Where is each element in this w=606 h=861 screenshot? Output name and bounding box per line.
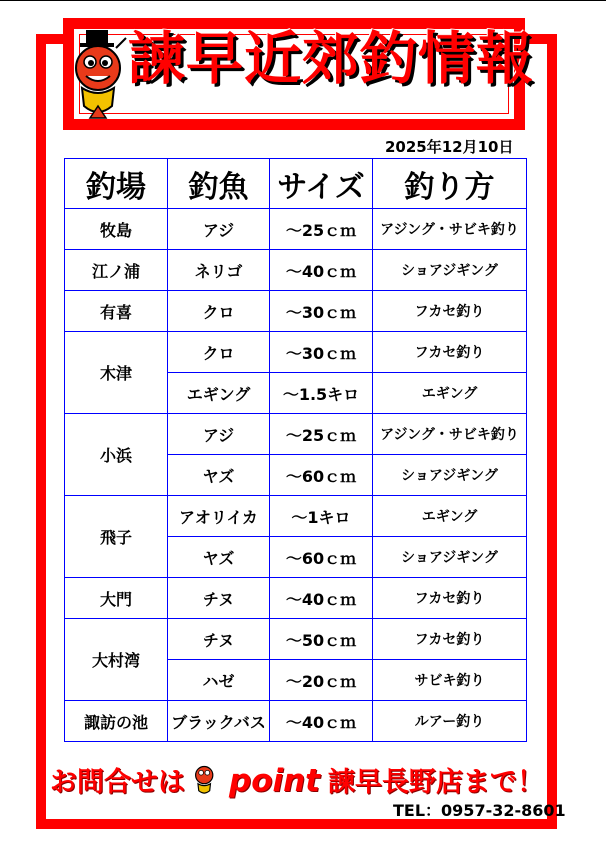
cell-method: フカセ釣り <box>373 332 527 373</box>
footer-store-text: 諫早長野店まで！ <box>328 767 545 798</box>
cell-size: ～1.5キロ <box>270 373 373 414</box>
cell-fish: クロ <box>168 332 270 373</box>
cell-fish: アジ <box>168 209 270 250</box>
cell-fish: ハゼ <box>168 660 270 701</box>
cell-method: サビキ釣り <box>373 660 527 701</box>
table-row <box>65 209 527 250</box>
cell-size: ～20ｃｍ <box>270 660 373 701</box>
fishing-report-table <box>64 158 527 742</box>
table-row <box>65 578 527 619</box>
cell-size: ～40ｃｍ <box>270 578 373 619</box>
table-header-row <box>65 159 527 209</box>
top-edge-line <box>0 0 606 1</box>
cell-size: ～40ｃｍ <box>270 701 373 742</box>
table-row <box>65 332 527 373</box>
cell-size: ～40ｃｍ <box>270 250 373 291</box>
page-title: 諫早近郊釣情報 <box>128 26 534 92</box>
fish-mascot-small-icon <box>189 761 221 797</box>
cell-spot: 木津 <box>65 332 168 414</box>
phone-number: TEL：0957-32-8601 <box>393 801 566 820</box>
header-fish: 釣魚 <box>168 159 270 209</box>
cell-method: ショアジギング <box>373 537 527 578</box>
cell-method: アジング・サビキ釣り <box>373 209 527 250</box>
cell-fish: チヌ <box>168 578 270 619</box>
fish-mascot-icon <box>72 28 128 120</box>
table-row <box>65 291 527 332</box>
table-row <box>65 250 527 291</box>
cell-size: ～60ｃｍ <box>270 537 373 578</box>
table-row <box>65 619 527 660</box>
cell-spot: 飛子 <box>65 496 168 578</box>
cell-fish: ブラックバス <box>168 701 270 742</box>
cell-method: ショアジギング <box>373 455 527 496</box>
cell-fish: ヤズ <box>168 455 270 496</box>
header-method: 釣り方 <box>373 159 527 209</box>
brand-point-logo: point <box>229 763 321 799</box>
cell-spot: 諏訪の池 <box>65 701 168 742</box>
cell-spot: 江ノ浦 <box>65 250 168 291</box>
cell-fish: クロ <box>168 291 270 332</box>
table-row <box>65 496 527 537</box>
cell-fish: エギング <box>168 373 270 414</box>
cell-fish: チヌ <box>168 619 270 660</box>
cell-size: ～25ｃｍ <box>270 209 373 250</box>
cell-spot: 牧島 <box>65 209 168 250</box>
report-date: 2025年12月10日 <box>385 138 514 156</box>
cell-size: ～25ｃｍ <box>270 414 373 455</box>
cell-size: ～60ｃｍ <box>270 455 373 496</box>
cell-fish: アオリイカ <box>168 496 270 537</box>
header-size: サイズ <box>270 159 373 209</box>
cell-method: フカセ釣り <box>373 619 527 660</box>
cell-size: ～50ｃｍ <box>270 619 373 660</box>
cell-fish: アジ <box>168 414 270 455</box>
table-row <box>65 414 527 455</box>
cell-method: フカセ釣り <box>373 291 527 332</box>
cell-size: ～1キロ <box>270 496 373 537</box>
cell-method: アジング・サビキ釣り <box>373 414 527 455</box>
cell-spot: 小浜 <box>65 414 168 496</box>
cell-size: ～30ｃｍ <box>270 291 373 332</box>
cell-size: ～30ｃｍ <box>270 332 373 373</box>
cell-method: エギング <box>373 373 527 414</box>
footer-inquiry-text: お問合せは <box>50 767 185 798</box>
header-spot: 釣場 <box>65 159 168 209</box>
cell-spot: 大村湾 <box>65 619 168 701</box>
cell-spot: 大門 <box>65 578 168 619</box>
cell-method: フカセ釣り <box>373 578 527 619</box>
cell-method: ルアー釣り <box>373 701 527 742</box>
cell-fish: ヤズ <box>168 537 270 578</box>
cell-method: エギング <box>373 496 527 537</box>
table-row <box>65 701 527 742</box>
cell-method: ショアジギング <box>373 250 527 291</box>
cell-spot: 有喜 <box>65 291 168 332</box>
footer-inquiry <box>50 760 544 799</box>
cell-fish: ネリゴ <box>168 250 270 291</box>
